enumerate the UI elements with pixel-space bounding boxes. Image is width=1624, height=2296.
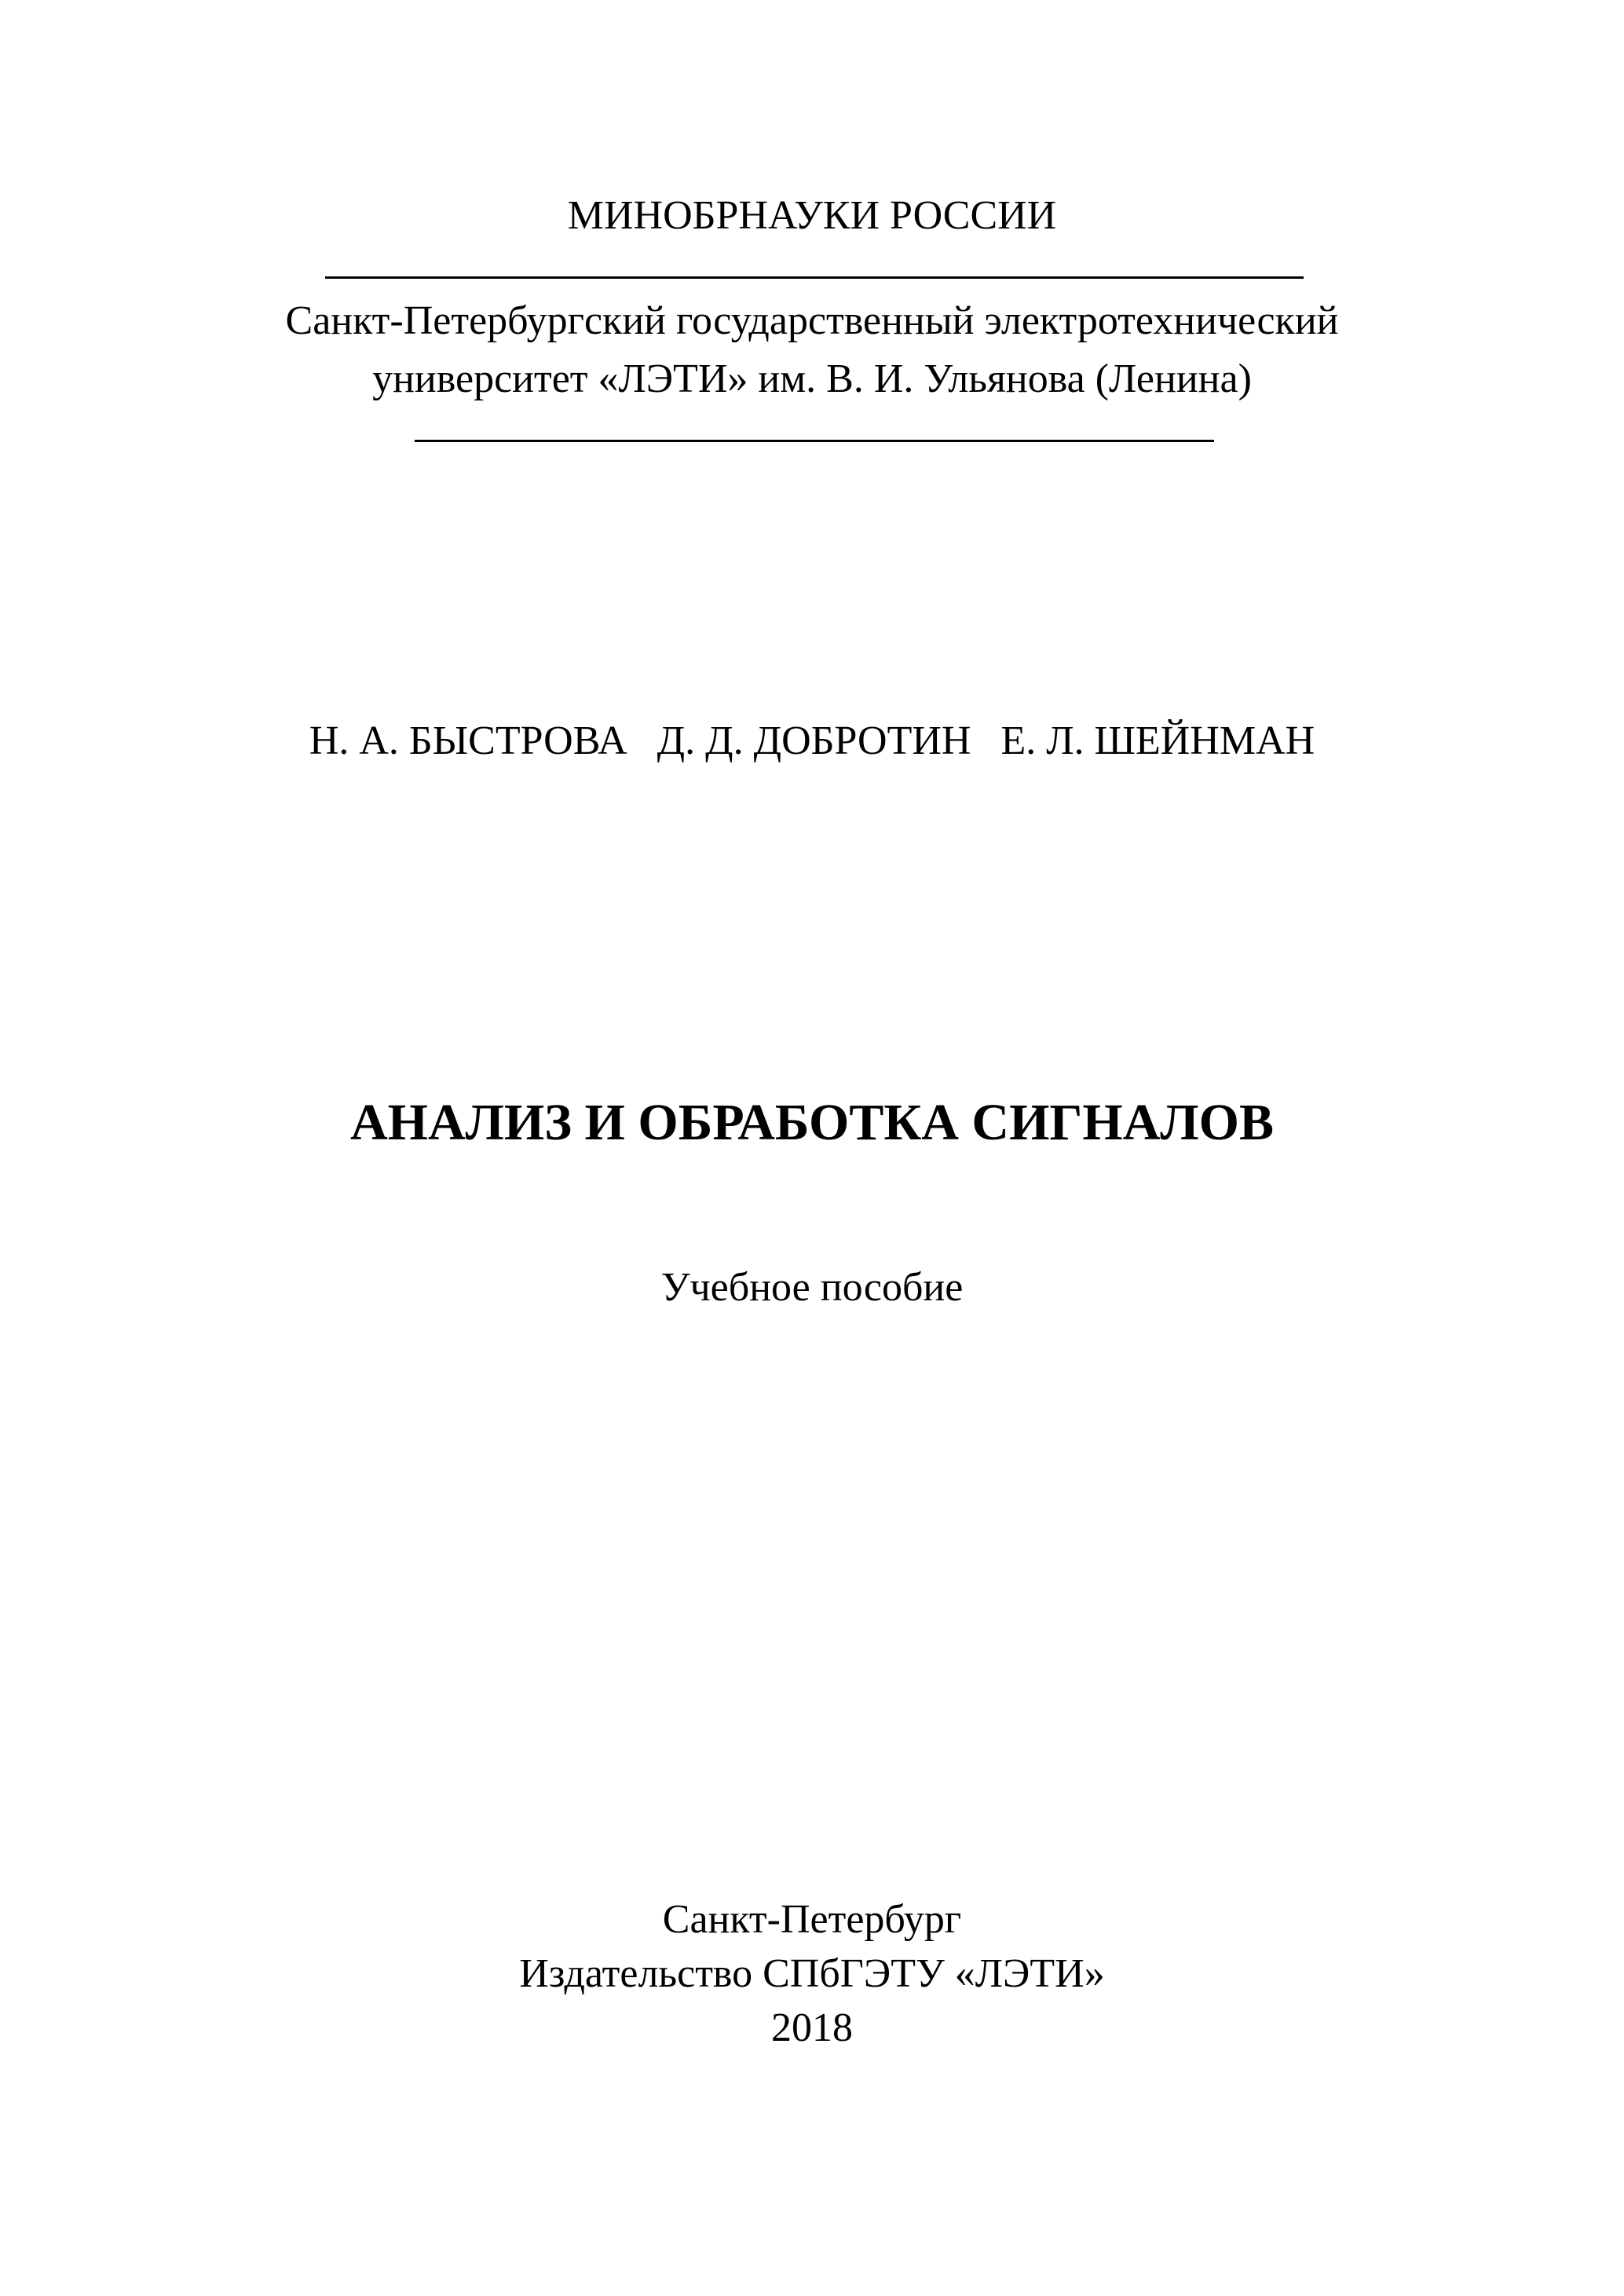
authors-line — [0, 718, 1624, 765]
university-name-line-1: Санкт-Петербургский государственный электротехнический — [285, 298, 1339, 343]
imprint-year: 2018 — [771, 2005, 853, 2050]
university-name-line-2: университет «ЛЭТИ» им. В. И. Ульянова (Ленина) — [372, 356, 1252, 401]
author-name: Н. А. БЫСТРОВА — [309, 718, 627, 763]
author-name: Д. Д. ДОБРОТИН — [657, 718, 971, 763]
bottom-divider — [415, 440, 1214, 442]
author-name: Е. Л. ШЕЙНМАН — [1000, 718, 1315, 763]
imprint-publisher: Издательство СПбГЭТУ «ЛЭТИ» — [519, 1951, 1105, 1996]
ministry-heading: МИНОБРНАУКИ РОССИИ — [567, 193, 1057, 238]
top-divider — [325, 276, 1304, 279]
book-title: АНАЛИЗ И ОБРАБОТКА СИГНАЛОВ — [350, 1094, 1274, 1151]
book-subtitle: Учебное пособие — [660, 1265, 964, 1310]
imprint-city: Санкт-Петербург — [662, 1897, 962, 1942]
